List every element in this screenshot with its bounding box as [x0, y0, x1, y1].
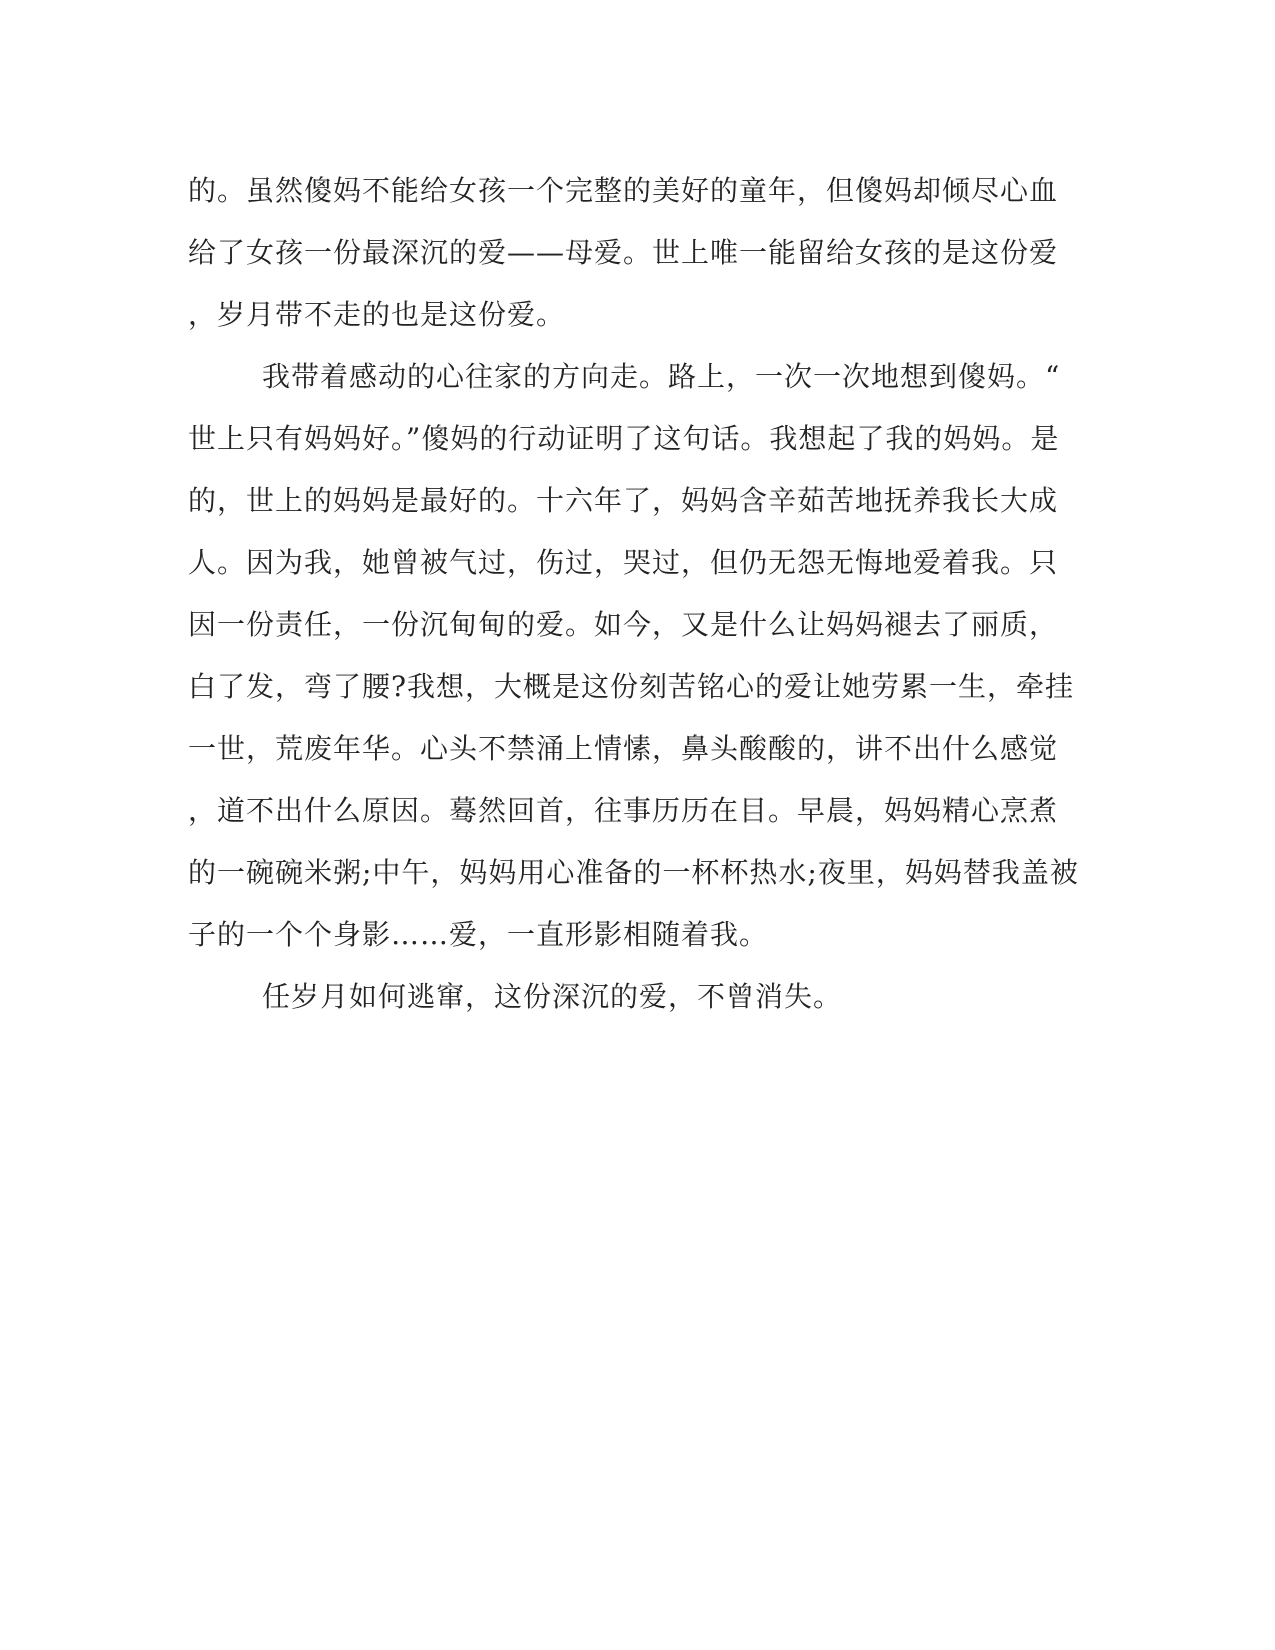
text-line: 一世，荒废年华。心头不禁涌上情愫，鼻头酸酸的，讲不出什么感觉	[188, 732, 1059, 765]
text-line: 的一碗碗米粥;中午，妈妈用心准备的一杯杯热水;夜里，妈妈替我盖被	[188, 856, 1079, 889]
text-line: 子的一个个身影……爱，一直形影相随着我。	[188, 918, 769, 951]
text-line: 人。因为我，她曾被气过，伤过，哭过，但仍无怨无悔地爱着我。只	[188, 546, 1059, 579]
text-line: 因一份责任，一份沉甸甸的爱。如今，又是什么让妈妈褪去了丽质，	[188, 608, 1059, 641]
text-line: ，道不出什么原因。蓦然回首，往事历历在目。早晨，妈妈精心烹煮	[188, 794, 1059, 827]
text-line: 白了发，弯了腰?我想，大概是这份刻苦铭心的爱让她劳累一生，牵挂	[188, 670, 1075, 703]
text-line: 的，世上的妈妈是最好的。十六年了，妈妈含辛茹苦地抚养我长大成	[188, 484, 1059, 517]
text-line: 我带着感动的心往家的方向走。路上，一次一次地想到傻妈。“	[262, 360, 1061, 393]
text-line: 世上只有妈妈好。”傻妈的行动证明了这句话。我想起了我的妈妈。是	[188, 422, 1060, 455]
text-line: 给了女孩一份最深沉的爱——母爱。世上唯一能留给女孩的是这份爱	[188, 236, 1059, 269]
paragraph-3	[188, 966, 1088, 1028]
paragraph-2	[188, 346, 1088, 966]
text-line: 任岁月如何逃窜，这份深沉的爱，不曾消失。	[262, 980, 843, 1013]
text-line: ，岁月带不走的也是这份爱。	[188, 298, 566, 331]
text-line: 的。虽然傻妈不能给女孩一个完整的美好的童年，但傻妈却倾尽心血	[188, 174, 1059, 207]
paragraph-1	[188, 160, 1088, 346]
document-body	[188, 160, 1088, 1028]
